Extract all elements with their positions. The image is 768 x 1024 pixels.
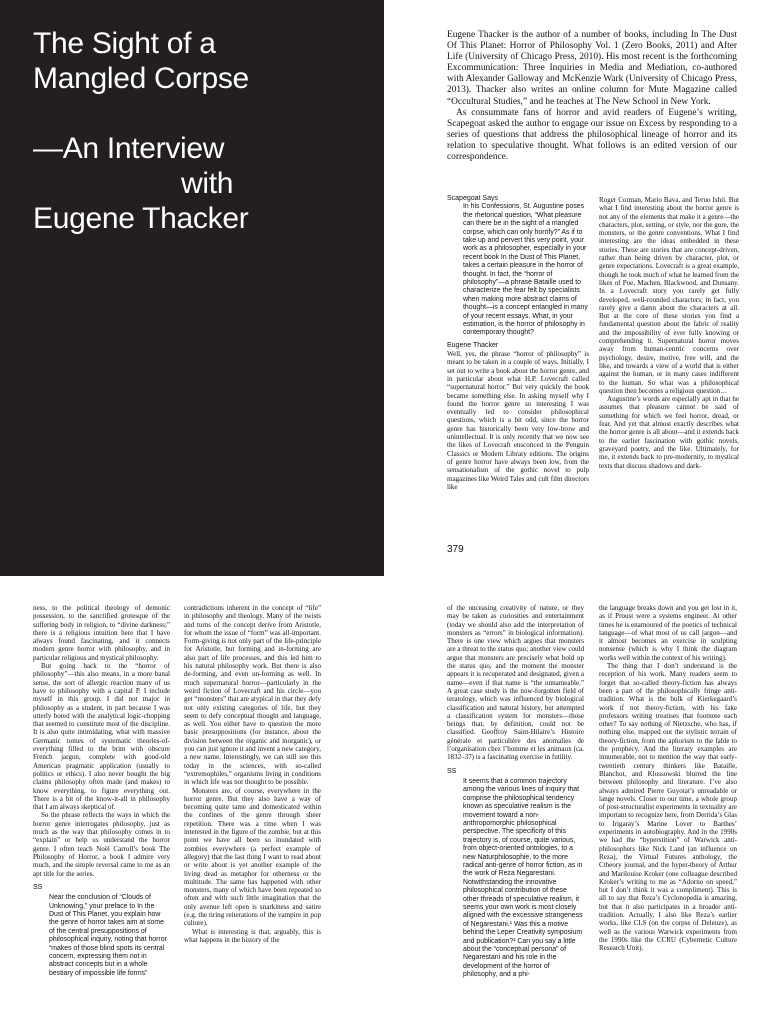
title-line-1: The Sight of a bbox=[33, 27, 216, 60]
speaker-label: Scapegoat Says bbox=[447, 195, 498, 202]
title-panel bbox=[0, 0, 384, 576]
article-title bbox=[33, 26, 373, 236]
answer-text: So the phrase reflects the ways in which the horror genre interrogates philosophy, just as much as the way that philosophy comes in to “explain” or help us understand the horror genre. I often teach Noël Carroll’s book The Philosophy of Horror, a book I admire very much, and the simple reversal came to me as an apt title for the series. bbox=[33, 811, 170, 878]
answer-text: Monsters are, of course, everywhere in the horror genre. But they also have a way of becoming quite tame and domesticated within the confines of the genre through sheer repetition. There was a time when I was interested in the figure of the zombie, but at this point we have all been so inundated with zombies everywhere (a perfect example of allegory) that the last thing I want to read about or write about is yet another example of the living dead as metaphor for otherness or the multitude. The same has happened with other monsters, many of which have been repeated so often and with such little imagination that the only avenue left open is snarkiness and satire (e.g. the tiring reiterations of the vampire in pop culture). bbox=[184, 786, 321, 928]
intro-paragraph: Eugene Thacker is the author of a number of books, including In The Dust Of This Planet: Horror of Philosophy Vol. 1 (Zero Books, 2011) and After Life (University of Chicago Press, 2010). His most recent is the forthcoming Excommunication: Three Inquiries in Media and Mediation, co-authored with Alexander Galloway and McKenzie Wark (University of Chicago Press, 2013). Thacker also writes an online column for Mute Magazine called “Occultural Studies,” and he teaches at The New School in New York. bbox=[447, 30, 737, 107]
answer-text: The thing that I don’t understand is the reception of his work. Many readers seem to forget that so-called theory-fiction has always been a part of the philosophically fringe anti-tradition. What is the bulk of Kierkegaard’s work if not theory-fiction, with his fake professors writing treatises that footnote each other? To say nothing of Nietzsche, who has, if nothing else, mapped out the stylistic terrain of theory-fiction, from the aphorism to the fable to the prophecy. And the literary examples are innumerable, not to mention the way that early-twentieth century thinkers like Bataille, Blanchot, and Klossowski blurred the line between philosophy and literature. I’ve also always admired Pierre Guyotat’s unreadable or lange novels. Closer to our time, a whole group of post-structuralist experiments in textuality are important to recognize here, from Derrida’s Glas to Irigaray’s Marine Lover to Barthes’ experiments in autobiography. And in the 1990s we had the “hyperstition” of Warwick anti-philosophers like Nick Land (an influence on Reza), the Virtual Futures anthology, the Ctheory journal, and the hyper-theory of Arthur and Marilouise Kroker (one colleague described Kroker’s writing to me as “Adorno on speed,” but I don’t think it was a compliment). This is all to say that Reza’s Cyclonopedia is amazing, but that it also participates in a broader anti-tradition. Actually, I also like Reza’s earlier works, like CLS (on the corpse of Deleuze), as well as the various Warwick experiments from the 1990s like the CCRU (Cybernetic Culture Research Unit). bbox=[599, 662, 737, 953]
answer-text: Roger Corman, Mario Bava, and Teruo Ishii. But what I find interesting about the horror genre is not any of the elements that make it a genre—the characters, plot, setting, or style, nor the gore, the monsters, or the genre conventions. What I find interesting are the ideas embedded in these stories. These are stories that are concept-driven, rather than being driven by character, plot, or genre expectations. Lovecraft is a great example, though he took much of what he learned from the likes of Poe, Machen, Blackwood, and Dunsany. In a Lovecraft story you rarely get fully developed, well-rounded characters; in fact, you rarely give a damn about the characters at all. But at the core of these stories you find a fundamental question about the fabric of reality and the impossibility of ever fully knowing or comprehending it. Supernatural horror moves away from human-centric concerns over psychology, desire, motive, free will, and the like, and towards a view of a world that is either against the human, or in many cases indifferent to the human. So what was a philosophical question then becomes a religious question… bbox=[599, 196, 739, 395]
answer-text: contradictions inherent in the concept of “life” in philosophy and theology. Many of the twists and turns of the concept derive from Aristotle, for whom the issue of “form” was all-important. Form-giving is not only part of the life-principle for Aristotle, but forming and in-forming are also part of life processes, and this led him to his natural philosophy work. But there is also de-forming, and even un-forming as well. In much supernatural horror—particularly in the weird fiction of Lovecraft and his circle—you get “monsters” that are atypical in that they defy not only existing categories of life, but they seem to defy conceptual thought and language, as well. You either have to question the more basic presuppositions (for instance, about the division between the organic and inorganic), or you can just ignore it and invent a new category, a new name. Interestingly, we can still see this today in the sciences, with so-called “extremophiles,” organisms living in conditions in which life was not thought to be possible. bbox=[184, 604, 321, 787]
question-text: It seems that a common trajectory among the various lines of inquiry that comprise the philosophical tendency known as speculative realism is the movement toward a non-anthropomorphic philosophical perspective. The specificity of this trajectory is, of course, quite various, from object-oriented ontologies, to a new Naturphilosophie, to the more radical anti-genre of horror fiction, as in the work of Reza Negarestani. Notwithstanding the innovative philosophical contribution of these other threads of speculative realism, it seems your own work is most closely aligned with the excessive strangeness of Negarestani.¹ Was this a motive behind the Leper Creativity symposium and publication?² Can you say a little about the “conceptual persona” of Negarestani and his role in the development of the horror of philosophy, and a phi- bbox=[463, 777, 583, 979]
page-number: 379 bbox=[447, 544, 464, 555]
intro-text bbox=[447, 30, 737, 163]
speaker-label: SS bbox=[33, 883, 43, 891]
page2-column-3 bbox=[447, 604, 584, 1024]
answer-text: Augustine’s words are especially apt in that he assumes that pleasure cannot be said of something for which we feel horror, dread, or fear. And yet that almost exactly describes what the horror genre is all about—and it extends back to the earlier fascination with gothic novels, graveyard poetry, and the like. Ultimately, for me, it extends back to pre-modernity, to mystical texts that discuss shadows and dark- bbox=[599, 395, 739, 470]
title-line-5: Eugene Thacker bbox=[33, 202, 249, 235]
page1-column-left bbox=[447, 195, 589, 537]
answer-text: But going back to the “horror of philosophy”—this also means, in a more banal sense, the sort of allergic reaction many of us have to philosophy with a capital P. I include myself in this group. I did not major in philosophy as a student, in part because I was utterly bored with the analytical logic-chopping that seemed to constitute most of the discipline. It is also quite intimidating, what with massive Germanic tomes of systematic theories-of-everything filled to the brim with obscure French jargon, complete with good-old American pragmatic application (usually to politics or ethics). I also never bought the big claims philosophy often made (and makes) to know everything, to figure everything out. There is a bit of the know-it-all in philosophy that I am always skeptical of. bbox=[33, 662, 170, 812]
page2-column-4 bbox=[599, 604, 737, 1024]
question-text: Near the conclusion of “Clouds of Unknowing,” your preface to In the Dust of This Planet, you explain how the genre of horror takes aim at some of the central presuppositions of philosophical inquiry, noting that horror “makes of those blind spots its central concern, expressing them not in abstract concepts but in a whole bestiary of impossible life forms” bbox=[49, 894, 167, 977]
page2-column-1 bbox=[33, 604, 170, 1024]
answer-text: What is interesting is that, arguably, this is what happens in the history of the bbox=[184, 927, 321, 944]
page1-column-right bbox=[599, 196, 739, 538]
page2-column-2 bbox=[184, 604, 321, 1024]
speaker-label: Eugene Thacker bbox=[447, 341, 499, 349]
answer-text: Well, yes, the phrase “horror of philosophy” is meant to be taken in a couple of ways. Initially, I set out to write a book about the horror genre, and in particular about what H.P. Lovecraft called “supernatural horror.” But very quickly the book became something else. In asking myself why I found the horror genre so interesting I was eventually led to consider philosophical questions, which is a bit odd, since the horror genre has historically been very low-brow and unintellectual. It is only recently that we now see the likes of Lovecraft ensconced in the Penguin Classics or Modern Library editions. The origins of genre horror have always been low, from the sensationalism of the gothic novel to pulp magazines like Weird Tales and cult film directors like bbox=[447, 350, 589, 491]
answer-text: of the unceasing creativity of nature, or they may be taken as curiosities and entertainment (today we should also add the interpretation of monsters as “errors” in biological information). There is one view which argues that monsters are a threat to the status quo; another view could argue that monsters are precisely what hold up the status quo, and the moment the monster appears it is recuperated and designated, given a name—even if that name is “the unnameable.” A great case study is the now-forgotten field of teratology, which was influenced by biological classification and natural history, but attempted a classification system for monsters—those beings that, by definition, could not be classified. Geoffroy Saint-Hilaire’s Histoire générale et particulière des anomalies de l’organisation chez l’homme et les animaux (ca. 1832–37) is a fascinating exercise in futility. bbox=[447, 604, 584, 762]
answer-text: ness, to the political theology of demonic possession, to the sanctified grotesque of the suffering body in religion, to “divine darkness;” there is a religious intuition here that I have always found fascinating, and it connects modern genre horror with philosophy, and in particular religious and mystical philosophy. bbox=[33, 604, 170, 662]
title-line-3: —An Interview bbox=[33, 132, 225, 165]
title-line-4: with bbox=[181, 167, 234, 200]
question-text: In his Confessions, St. Augustine poses the rhetorical question, “What pleasure can there be in the sight of a mangled corpse, which can only horrify?” As if to take up and pervert this very point, your work as a philosopher, especially in your recent book In the Dust of This Planet, takes a certain pleasure in the horror of thought. In fact, the “horror of philosophy”—a phrase Bataille used to characterize the fear felt by specialists when making more abstract claims of thought—is a concept entangled in many of your recent essays. What, in your estimation, is the horror of philosophy in contemporary thought? bbox=[463, 203, 588, 337]
title-line-2: Mangled Corpse bbox=[33, 62, 249, 95]
speaker-label: SS bbox=[447, 767, 457, 775]
answer-text: the language breaks down and you get lost in it, as if Proust were a systems engineer. At other times he is enamoured of the poetics of technical language—of what most of us call jargon—and it almost becomes an exercise in sculpting nonsense (which is why I think the diagram works well within the context of his writing). bbox=[599, 604, 737, 662]
intro-paragraph: As consummate fans of horror and avid readers of Eugene’s writing, Scapegoat asked the author to engage our issue on Excess by responding to a series of questions that address the philosophical lineage of horror and its relation to speculative thought. What follows is an edited version of our correspondence. bbox=[447, 107, 737, 163]
